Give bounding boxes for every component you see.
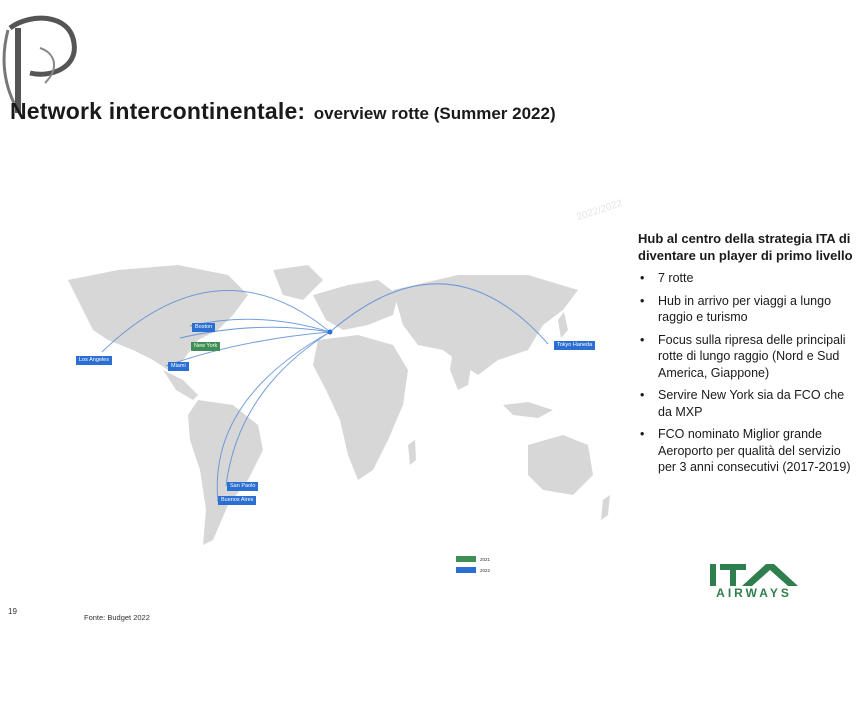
bullet-text: Hub in arrivo per viaggi a lungo raggio e turismo [658, 293, 832, 324]
watermark-text: 2022/2022 [575, 197, 624, 224]
bullet-item [638, 270, 860, 287]
bullet-item [638, 387, 860, 420]
japan-shape [558, 312, 568, 338]
title-main: Network intercontinentale: [10, 98, 306, 124]
rome-hub-marker [328, 330, 333, 335]
australia-shape [528, 435, 593, 495]
legend-swatch-2021 [456, 556, 476, 562]
logo-wordmark: AIRWAYS [716, 586, 792, 600]
africa-shape [313, 335, 408, 480]
new-zealand-shape [601, 495, 610, 520]
legend-label: 2021 [480, 556, 491, 562]
bullet-text: FCO nominato Miglior grande Aeroporto per qualità del servizio per 3 anni consecutivi (2017-2019) [658, 427, 851, 474]
bullet-text: Servire New York sia da FCO che da MXP [658, 388, 845, 419]
strategy-panel [638, 230, 860, 482]
ita-logo-mark [708, 560, 800, 588]
slide-title [10, 98, 556, 125]
title-subtitle: overview rotte (Summer 2022) [313, 104, 556, 123]
legend-item [456, 556, 490, 562]
legend-swatch-2022 [456, 567, 476, 573]
source-note: Fonte: Budget 2022 [84, 613, 150, 622]
page-number: 19 [8, 607, 17, 616]
legend-item [456, 567, 490, 573]
city-los-angeles: Los Angeles [76, 356, 112, 365]
bullet-marker: • [640, 332, 645, 347]
world-map-svg [58, 240, 618, 580]
south-america-shape [188, 400, 263, 545]
europe-shape [313, 280, 398, 330]
madagascar-shape [408, 440, 416, 465]
bullet-item [638, 293, 860, 326]
bullet-list [638, 270, 860, 476]
central-america-shape [163, 370, 198, 400]
north-america-shape [68, 265, 248, 370]
bullet-text: 7 rotte [658, 271, 694, 285]
india-shape [450, 350, 473, 390]
city-buenos-aires: Buenos Aires [218, 496, 256, 505]
city-new-york: New York [191, 342, 220, 351]
bullet-text: Focus sulla ripresa delle principali rotte di lungo raggio (Nord e Sud America, Giappone) [658, 332, 846, 380]
city-san-paolo: San Paolo [227, 482, 258, 491]
bullet-item [638, 426, 860, 476]
bullet-marker: • [640, 293, 645, 308]
map-legend [456, 556, 490, 578]
ita-airways-logo [708, 560, 800, 600]
city-miami: Miami [168, 362, 189, 371]
indonesia-shape [503, 402, 553, 418]
bullet-marker: • [640, 271, 645, 285]
bullet-item [638, 332, 860, 382]
bullet-marker: • [640, 388, 645, 402]
city-tokyo-haneda: Tokyo Haneda [554, 341, 595, 350]
city-boston: Boston [192, 323, 215, 332]
continents [68, 265, 610, 545]
asia-shape [393, 275, 578, 375]
route-map [58, 240, 618, 580]
panel-heading: Hub al centro della strategia ITA di diventare un player di primo livello [638, 231, 853, 263]
legend-label: 2022 [480, 567, 491, 573]
bullet-marker: • [640, 427, 645, 441]
